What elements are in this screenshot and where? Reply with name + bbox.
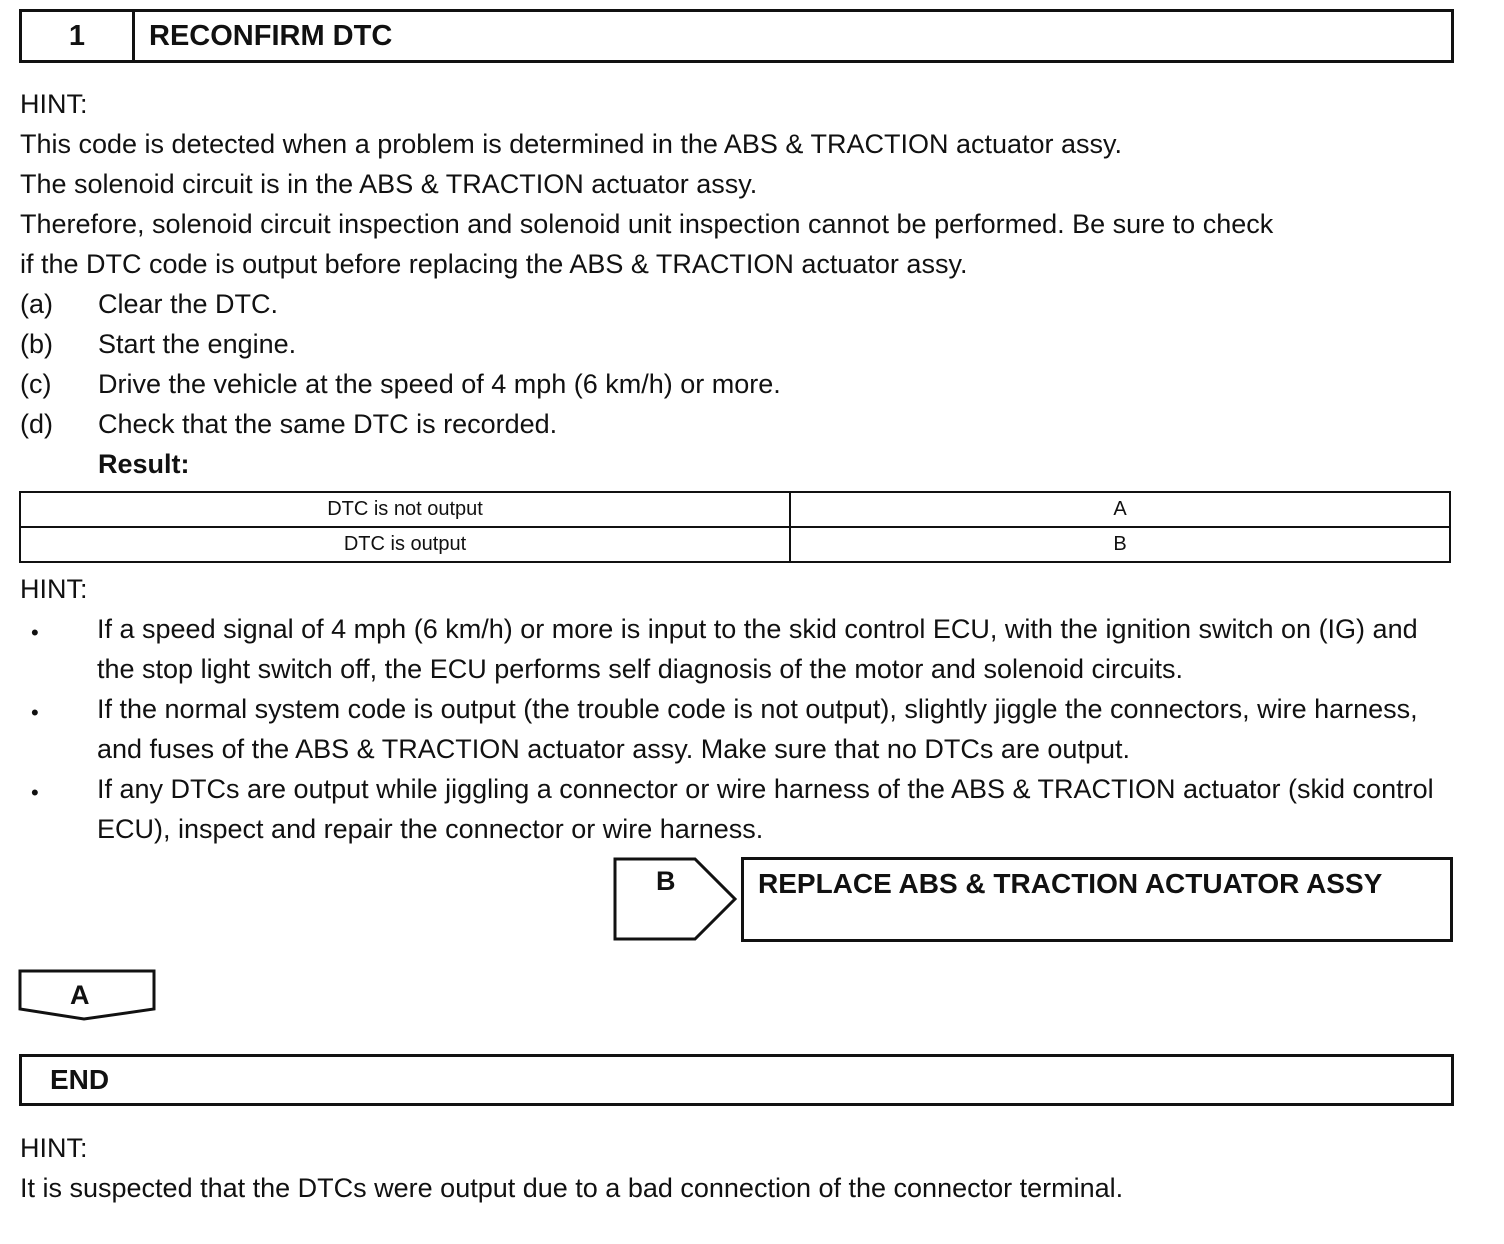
- branch-b-arrow-icon: [613, 857, 739, 941]
- replace-action-box: [741, 857, 1453, 942]
- hint-line: This code is detected when a problem is determined in the ABS & TRACTION actuator assy.: [20, 129, 1123, 159]
- step-number: 1: [22, 12, 135, 60]
- hint-label: HINT:: [20, 574, 88, 604]
- hint-bullet: If a speed signal of 4 mph (6 km/h) or more is input to the skid control ECU, with the ignition switch on (IG) and the stop light switch off, the ECU performs self diagnosis of the motor and solenoid circuits.: [97, 614, 1418, 684]
- branch-a-label: A: [70, 980, 90, 1010]
- hint-line: It is suspected that the DTCs were output due to a bad connection of the connector terminal.: [20, 1173, 1124, 1203]
- result-condition: DTC is not output: [20, 492, 790, 527]
- hint-bullet: If any DTCs are output while jiggling a connector or wire harness of the ABS & TRACTION actuator (skid control ECU), inspect and repair the connector or wire harness.: [97, 774, 1434, 844]
- procedure-step: [20, 364, 781, 404]
- procedure-text: Clear the DTC.: [98, 289, 279, 319]
- hint-line: The solenoid circuit is in the ABS & TRACTION actuator assy.: [20, 169, 758, 199]
- replace-action-text: REPLACE ABS & TRACTION ACTUATOR ASSY: [758, 868, 1383, 899]
- procedure-text: Start the engine.: [98, 329, 297, 359]
- hint-bullet: If the normal system code is output (the trouble code is not output), slightly jiggle the connectors, wire harness, and fuses of the ABS & TRACTION actuator assy. Make sure that no DTCs are output.: [97, 694, 1418, 764]
- bullet-dot: •: [31, 620, 39, 645]
- branch-b-label: B: [656, 866, 676, 896]
- result-condition: DTC is output: [20, 527, 790, 562]
- procedure-step: [20, 284, 278, 324]
- procedure-mark: (c): [20, 369, 52, 399]
- result-code: A: [790, 492, 1450, 527]
- result-label: Result:: [98, 449, 190, 479]
- hint-line: if the DTC code is output before replacing the ABS & TRACTION actuator assy.: [20, 249, 968, 279]
- table-row: [20, 527, 1450, 562]
- procedure-step: [20, 404, 557, 444]
- bullet-dot: •: [31, 780, 39, 805]
- procedure-mark: (b): [20, 329, 53, 359]
- procedure-mark: (a): [20, 289, 53, 319]
- hint-label: HINT:: [20, 1133, 88, 1163]
- procedure-text: Drive the vehicle at the speed of 4 mph (6 km/h) or more.: [98, 369, 781, 399]
- table-row: [20, 492, 1450, 527]
- procedure-text: Check that the same DTC is recorded.: [98, 409, 558, 439]
- result-table: [19, 491, 1451, 563]
- procedure-step: [20, 324, 296, 364]
- bullet-dot: •: [31, 700, 39, 725]
- step-header: [19, 9, 1454, 63]
- result-code: B: [790, 527, 1450, 562]
- hint-label: HINT:: [20, 89, 88, 119]
- procedure-mark: (d): [20, 409, 53, 439]
- end-label: END: [50, 1064, 110, 1095]
- end-box: [19, 1054, 1454, 1106]
- hint-line: Therefore, solenoid circuit inspection and solenoid unit inspection cannot be performed. Be sure to check: [20, 209, 1274, 239]
- step-title: RECONFIRM DTC: [149, 19, 393, 52]
